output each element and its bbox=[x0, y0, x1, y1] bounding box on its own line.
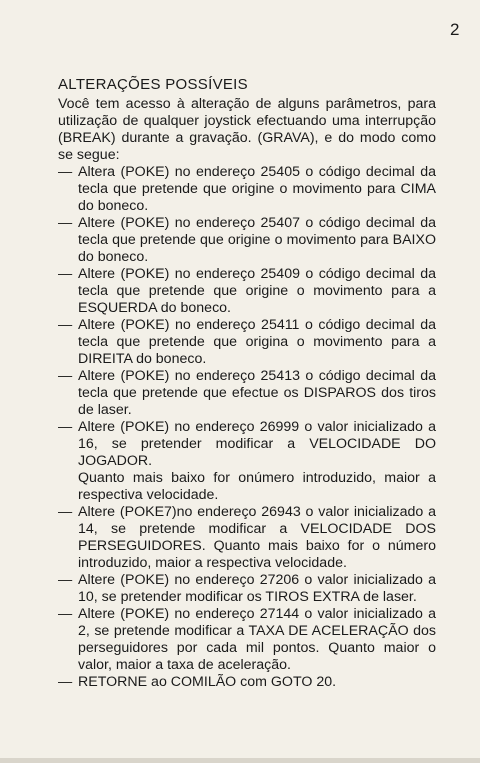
list-item bbox=[58, 504, 436, 572]
list-item bbox=[58, 266, 436, 317]
section-heading: ALTERAÇÕES POSSÍVEIS bbox=[58, 76, 248, 93]
list-item bbox=[58, 164, 436, 215]
item-text: Altere (POKE) no endereço 27206 o valor inicializado a 10, se pretender modificar os TIROS EXTRA de laser. bbox=[78, 572, 436, 605]
list-item bbox=[58, 674, 436, 691]
list-item bbox=[58, 215, 436, 266]
item-text: RETORNE ao COMILÃO com GOTO 20. bbox=[78, 674, 337, 690]
intro-paragraph: Você tem acesso à alteração de alguns parâmetros, para utilização de qualquer joystick efectuando uma interrupção (BREAK) durante a gravação. (GRAVA), e do modo como se segue: bbox=[58, 96, 436, 163]
item-text: Altere (POKE) no endereço 25407 o código decimal da tecla que pretende que origine o movimento para BAIXO do boneco. bbox=[78, 215, 436, 265]
dash-bullet: — bbox=[58, 419, 73, 435]
page-number: 2 bbox=[450, 20, 460, 39]
item-text: Altere (POKE) no endereço 25411 o código decimal da tecla que pretende que origina o movimento para a DIREITA do boneco. bbox=[78, 317, 436, 367]
page-edge bbox=[0, 758, 480, 763]
dash-bullet: — bbox=[58, 572, 73, 588]
item-text: Altere (POKE) no endereço 26999 o valor inicializado a 16, se pretender modificar a VELOCIDADE DO JOGADOR. bbox=[78, 419, 436, 469]
item-text: Altere (POKE7)no endereço 26943 o valor inicializado a 14, se pretende modificar a VELOCIDADE DOS PERSEGUIDORES. Quanto mais baixo for o número introduzido, maior a respectiva velocidade. bbox=[78, 504, 436, 571]
dash-bullet: — bbox=[58, 164, 73, 180]
item-text: Altera (POKE) no endereço 25405 o código decimal da tecla que pretende que origine o movimento para CIMA do boneco. bbox=[78, 164, 436, 214]
dash-bullet: — bbox=[58, 266, 73, 282]
list-item bbox=[58, 572, 436, 606]
dash-bullet: — bbox=[58, 215, 73, 231]
list-item bbox=[58, 606, 436, 674]
item-text: Altere (POKE) no endereço 25413 o código decimal da tecla que pretende que efectue os DISPAROS dos tiros de laser. bbox=[78, 368, 436, 418]
item-text: Altere (POKE) no endereço 25409 o código decimal da tecla que pretende que origine o movimento para a ESQUERDA do boneco. bbox=[78, 266, 436, 316]
dash-bullet: — bbox=[58, 504, 73, 520]
dash-bullet: — bbox=[58, 368, 73, 384]
instruction-list bbox=[58, 164, 436, 691]
dash-bullet: — bbox=[58, 674, 73, 690]
list-item bbox=[58, 419, 436, 504]
document-body bbox=[58, 96, 436, 691]
item-text: Altere (POKE) no endereço 27144 o valor inicializado a 2, se pretende modificar a TAXA DE ACELERAÇÃO dos perseguidores por cada mil pontos. Quanto maior o valor, maior a taxa de aceleração. bbox=[78, 606, 436, 673]
item-note: Quanto mais baixo for onúmero introduzido, maior a respectiva velocidade. bbox=[78, 470, 436, 503]
dash-bullet: — bbox=[58, 317, 73, 333]
dash-bullet: — bbox=[58, 606, 73, 622]
list-item bbox=[58, 317, 436, 368]
list-item bbox=[58, 368, 436, 419]
